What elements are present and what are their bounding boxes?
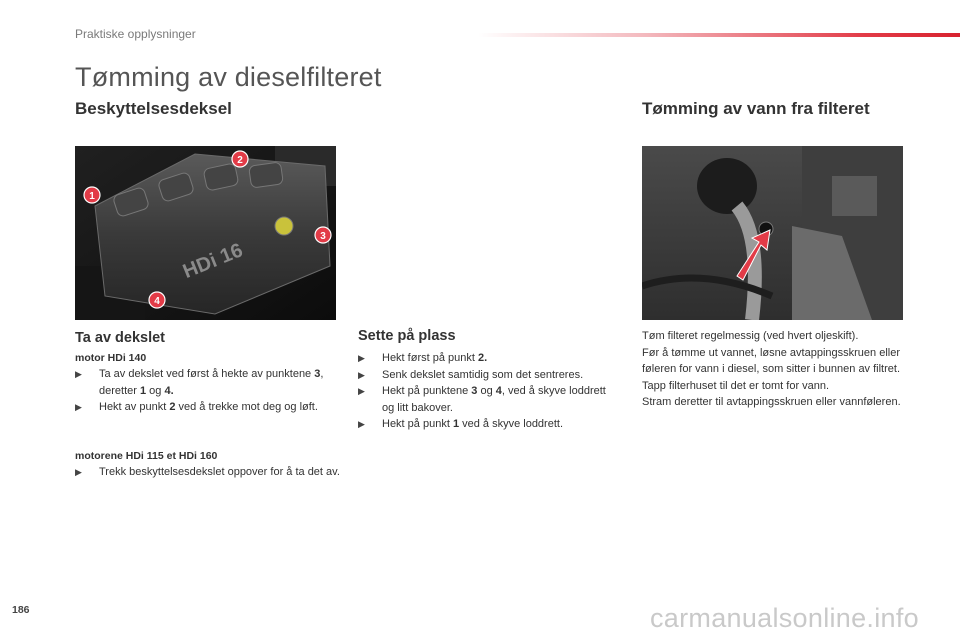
- list-item-text: , ved å skyve loddrett og litt bakover.: [382, 385, 606, 414]
- remove-heading: Ta av dekslet: [75, 330, 166, 346]
- right-heading: Tømming av vann fra filteret: [642, 99, 870, 118]
- list-item: [358, 367, 613, 384]
- marker-4: [148, 291, 166, 314]
- engine-label: HDi 16: [179, 239, 246, 284]
- list-item-text: Hekt først på punkt: [382, 352, 478, 364]
- paragraph-line: Tøm filteret regelmessig (ved hvert oljeskift).: [642, 330, 859, 342]
- bullet-arrow-icon: ▶: [358, 369, 365, 380]
- list-item-text: Hekt på punktene: [382, 385, 472, 397]
- list-item-text: 2.: [477, 352, 488, 364]
- list-item-text: ved å skyve loddrett.: [459, 418, 564, 430]
- section-label: Praktiske opplysninger: [75, 27, 196, 41]
- group2-label: motorene HDi 115 et HDi 160: [75, 450, 218, 462]
- list-item: [75, 464, 340, 481]
- bullet-arrow-icon: ▶: [75, 369, 82, 379]
- list-item-text: 1: [139, 384, 147, 397]
- paragraph-line: Før å tømme ut vannet, løsne avtappingsskruen eller føleren for vann i diesel, som sitter i bunnen av filtret.: [642, 346, 901, 375]
- list-item-text: Trekk beskyttelsesdekslet oppover for å ta det av.: [99, 466, 340, 478]
- group2-list: [75, 464, 340, 481]
- page-title: Tømming av dieselfilteret: [75, 62, 382, 92]
- marker-1: [83, 186, 101, 209]
- list-item-text: 4: [495, 385, 502, 397]
- list-item-text: Senk dekslet samtidig som det sentreres.: [382, 368, 584, 381]
- list-item: [358, 416, 613, 433]
- list-item-text: Ta av dekslet ved først å hekte av punktene: [99, 368, 315, 380]
- page-number: 186: [12, 604, 30, 616]
- list-item-text: , deretter: [99, 368, 324, 397]
- refit-list: [358, 350, 613, 433]
- list-item-text: ved å trekke mot deg og løft.: [175, 401, 318, 413]
- marker-2: [231, 150, 249, 173]
- svg-text:1: 1: [89, 191, 95, 202]
- bullet-arrow-icon: ▶: [358, 353, 365, 363]
- list-item-text: 4.: [164, 384, 174, 397]
- list-item-text: Hekt av punkt: [99, 401, 170, 413]
- bullet-arrow-icon: ▶: [358, 419, 365, 429]
- svg-text:4: 4: [154, 296, 160, 307]
- paragraph-line: Stram deretter til avtappingsskruen eller vannføleren.: [642, 396, 901, 408]
- paragraph-line: Tapp filterhuset til det er tomt for vann.: [642, 379, 830, 392]
- svg-text:2: 2: [237, 155, 243, 166]
- water-drain-text: [642, 328, 907, 411]
- list-item: [358, 383, 613, 416]
- header-accent-bar: [478, 33, 960, 37]
- watermark: carmanualsonline.info: [650, 603, 919, 633]
- list-item-text: 1: [452, 418, 460, 430]
- group1-label: motor HDi 140: [75, 352, 147, 364]
- left-heading: Beskyttelsesdeksel: [75, 99, 232, 118]
- list-item: [75, 399, 340, 416]
- refit-heading: Sette på plass: [358, 328, 456, 344]
- list-item-text: 3: [471, 385, 478, 397]
- fuel-filter-photo: [642, 146, 903, 320]
- list-item-text: Hekt på punkt: [382, 418, 453, 430]
- engine-cover-photo: [75, 146, 336, 320]
- list-item-text: og: [477, 385, 496, 397]
- list-item: [75, 366, 340, 399]
- list-item-text: 2: [169, 401, 176, 413]
- list-item-text: 3: [314, 368, 321, 380]
- bullet-arrow-icon: ▶: [75, 467, 82, 477]
- list-item-text: og: [146, 384, 165, 397]
- bullet-arrow-icon: ▶: [75, 402, 82, 412]
- group1-list: [75, 366, 340, 416]
- list-item: [358, 350, 613, 367]
- svg-text:3: 3: [320, 231, 326, 242]
- marker-3: [314, 226, 332, 249]
- bullet-arrow-icon: ▶: [358, 386, 365, 396]
